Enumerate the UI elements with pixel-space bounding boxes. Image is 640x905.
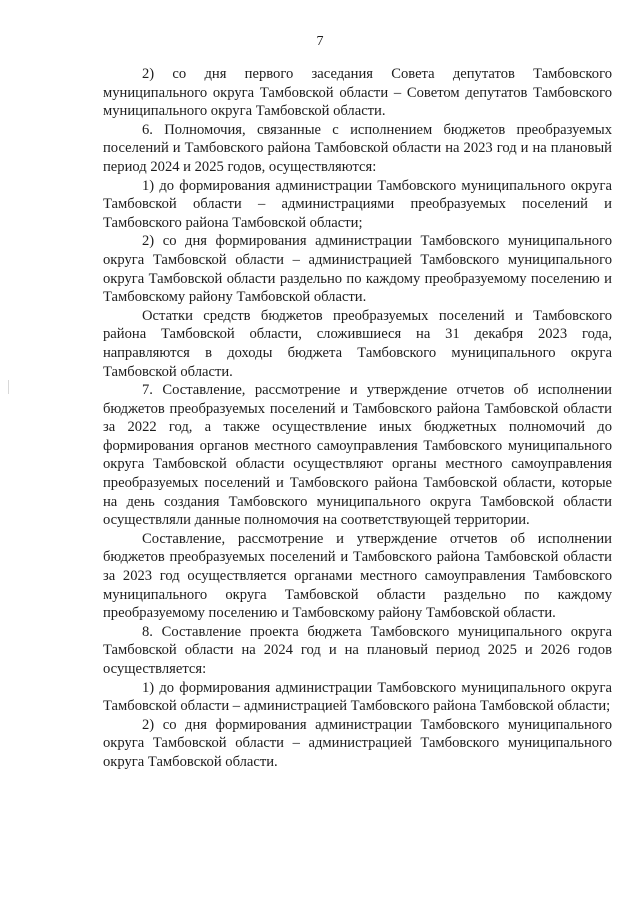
page-number: 7	[316, 34, 324, 49]
paragraph-6: 6. Полномочия, связанные с исполнением бюджетов преобразуемых поселений и Тамбовского района Тамбовской области на 2023 год и на плановый период 2024 и 2025 годов, осуществляются:	[103, 121, 612, 175]
paragraph-6-2: 2) со дня формирования администрации Тамбовского муниципального округа Тамбовской области – администрацией Тамбовского муниципального округа Тамбовской области раздельно по каждому преобразуемому поселению и Тамбовскому району Тамбовской области.	[103, 233, 612, 306]
paragraph-6-remainders: Остатки средств бюджетов преобразуемых поселений и Тамбовского района Тамбовской области, сложившиеся на 31 декабря 2023 года, направляются в доходы бюджета Тамбовского муниципального округа Тамбовской области.	[103, 307, 612, 380]
paragraph-6-1: 1) до формирования администрации Тамбовского муниципального округа Тамбовской области – администрациями преобразуемых поселений и Тамбовского района Тамбовской области;	[103, 177, 612, 231]
paragraph-7-reports-2023: Составление, рассмотрение и утверждение отчетов об исполнении бюджетов преобразуемых поселений и Тамбовского района Тамбовской области за 2023 год осуществляется органами местного самоуправления Тамбовского муниципального округа Тамбовской области раздельно по каждому преобразуемому поселению и Тамбовскому району Тамбовской области.	[103, 530, 612, 622]
document-body	[103, 65, 612, 772]
scan-artifact	[8, 380, 9, 394]
paragraph-8: 8. Составление проекта бюджета Тамбовского муниципального округа Тамбовской области на 2024 год и на плановый период 2025 и 2026 годов осуществляется:	[103, 623, 612, 677]
paragraph-8-2: 2) со дня формирования администрации Тамбовского муниципального округа Тамбовской области – администрацией Тамбовского муниципального округа Тамбовской области.	[103, 716, 612, 770]
paragraph-5-2: 2) со дня первого заседания Совета депутатов Тамбовского муниципального округа Тамбовской области – Советом депутатов Тамбовского муниципального округа Тамбовской области.	[103, 66, 612, 120]
paragraph-8-1: 1) до формирования администрации Тамбовского муниципального округа Тамбовской области – администрацией Тамбовского района Тамбовской области;	[103, 679, 612, 715]
paragraph-7: 7. Составление, рассмотрение и утверждение отчетов об исполнении бюджетов преобразуемых поселений и Тамбовского района Тамбовской области за 2022 год, а также осуществление иных бюджетных полномочий до формирования органов местного самоуправления Тамбовского муниципального округа Тамбовской области осуществляют органы местного самоуправления преобразуемых поселений и Тамбовского района Тамбовской области, которые на день создания Тамбовского муниципального округа Тамбовской области осуществляли данные полномочия на соответствующей территории.	[103, 382, 612, 529]
